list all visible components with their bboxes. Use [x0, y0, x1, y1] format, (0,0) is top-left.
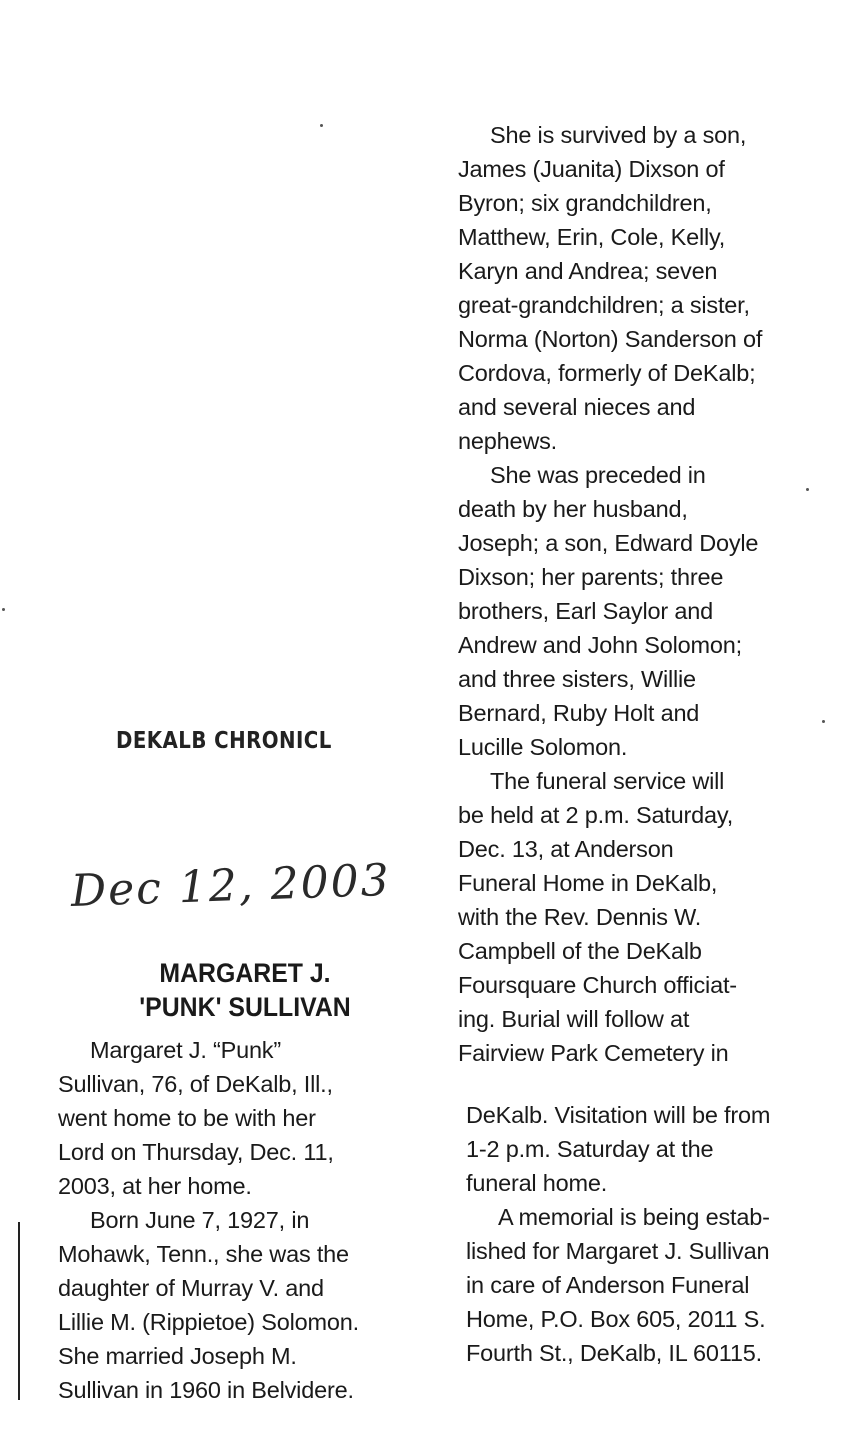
text-line: lished for Margaret J. Sullivan [466, 1238, 770, 1264]
text-line: daughter of Murray V. and [58, 1275, 324, 1301]
text-line: Dec. 13, at Anderson [458, 836, 674, 862]
text-line: Cordova, formerly of DeKalb; [458, 360, 756, 386]
text-line: Sullivan in 1960 in Belvidere. [58, 1377, 354, 1403]
text-line: Fairview Park Cemetery in [458, 1040, 729, 1066]
text-line: She married Joseph M. [58, 1343, 297, 1369]
text-line: DeKalb. Visitation will be from [466, 1102, 771, 1128]
left-column-body [58, 1033, 428, 1407]
text-line: Matthew, Erin, Cole, Kelly, [458, 224, 726, 250]
text-line: 1-2 p.m. Saturday at the [466, 1136, 714, 1162]
scan-speck [320, 124, 323, 127]
newspaper-name: DEKALB CHRONICL [116, 728, 332, 754]
text-line: Lucille Solomon. [458, 734, 628, 760]
text-line: Sullivan, 76, of DeKalb, Ill., [58, 1071, 333, 1097]
text-line: went home to be with her [58, 1105, 316, 1131]
text-line: Andrew and John Solomon; [458, 632, 742, 658]
text-line: 2003, at her home. [58, 1173, 252, 1199]
headline-line-1: MARGARET J. [159, 958, 331, 988]
text-line: The funeral service will [490, 768, 725, 794]
text-line: Byron; six grandchildren, [458, 190, 712, 216]
text-line: in care of Anderson Funeral [466, 1272, 750, 1298]
scan-speck [806, 488, 809, 491]
text-line: Mohawk, Tenn., she was the [58, 1241, 349, 1267]
text-line: Norma (Norton) Sanderson of [458, 326, 763, 352]
headline-line-2: 'PUNK' SULLIVAN [139, 992, 351, 1022]
text-line: She was preceded in [490, 462, 706, 488]
text-line: death by her husband, [458, 496, 688, 522]
text-line: ing. Burial will follow at [458, 1006, 690, 1032]
text-line: Dixson; her parents; three [458, 564, 724, 590]
right-column-continued [466, 1098, 856, 1370]
text-line: Foursquare Church officiat- [458, 972, 737, 998]
text-line: She is survived by a son, [490, 122, 747, 148]
handwritten-date: Dec 12, 2003 [70, 854, 392, 917]
text-line: be held at 2 p.m. Saturday, [458, 802, 734, 828]
text-line: Fourth St., DeKalb, IL 60115. [466, 1340, 762, 1366]
text-line: James (Juanita) Dixson of [458, 156, 725, 182]
text-line: A memorial is being estab- [498, 1204, 770, 1230]
text-line: Home, P.O. Box 605, 2011 S. [466, 1306, 766, 1332]
text-line: Margaret J. “Punk” [90, 1037, 281, 1063]
text-line: nephews. [458, 428, 557, 454]
text-line: Joseph; a son, Edward Doyle [458, 530, 759, 556]
text-line: Funeral Home in DeKalb, [458, 870, 718, 896]
text-line: great-grandchildren; a sister, [458, 292, 750, 318]
text-line: Bernard, Ruby Holt and [458, 700, 700, 726]
scan-speck [822, 720, 825, 723]
text-line: brothers, Earl Saylor and [458, 598, 713, 624]
text-line: Lord on Thursday, Dec. 11, [58, 1139, 334, 1165]
text-line: Born June 7, 1927, in [90, 1207, 310, 1233]
obituary-headline [93, 956, 397, 1024]
column-rule [18, 1222, 20, 1400]
text-line: funeral home. [466, 1170, 608, 1196]
text-line: Karyn and Andrea; seven [458, 258, 718, 284]
scan-speck [2, 608, 5, 611]
right-column-body [458, 118, 848, 1070]
text-line: Campbell of the DeKalb [458, 938, 702, 964]
text-line: and several nieces and [458, 394, 696, 420]
text-line: Lillie M. (Rippietoe) Solomon. [58, 1309, 359, 1335]
text-line: with the Rev. Dennis W. [458, 904, 702, 930]
text-line: and three sisters, Willie [458, 666, 696, 692]
